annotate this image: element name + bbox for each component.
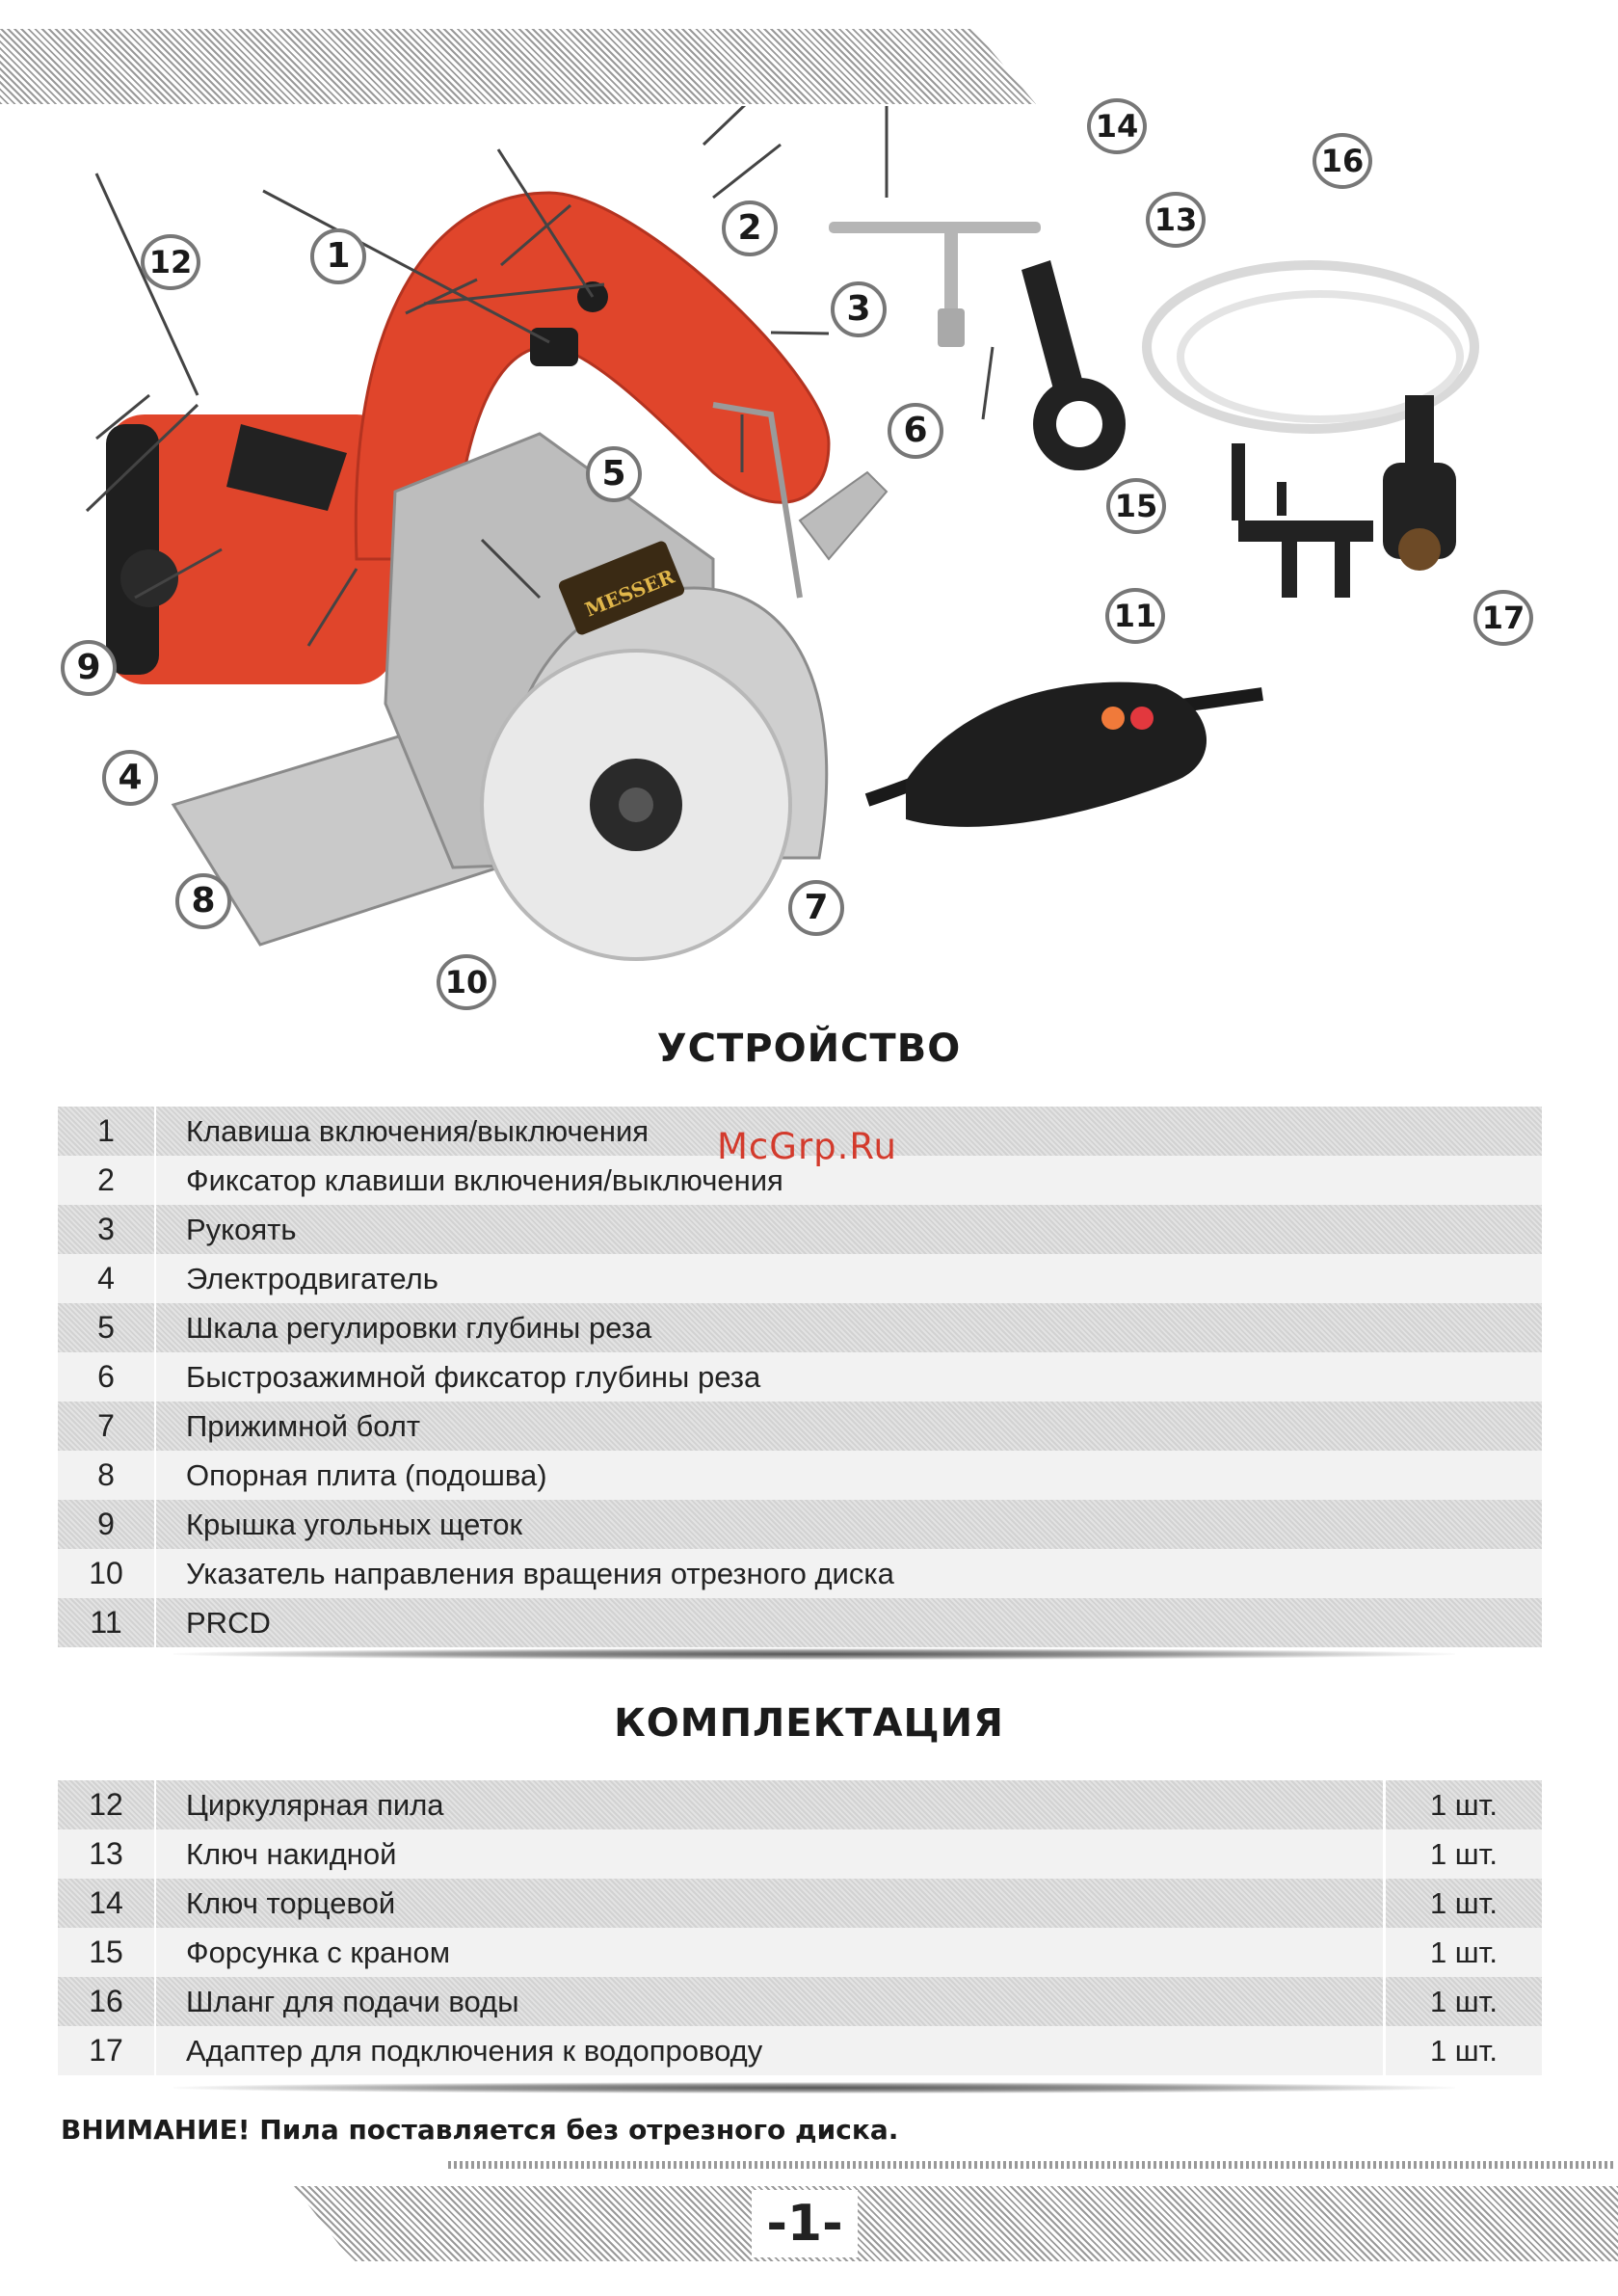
row-number: 12 [89, 1787, 123, 1822]
kit-section-title: КОМПЛЕКТАЦИЯ [614, 1701, 1004, 1746]
table-row [58, 1303, 1542, 1352]
callout-13: 13 [1146, 192, 1206, 248]
row-name: Указатель направления вращения отрезного диска [186, 1556, 894, 1590]
row-quantity: 1 шт. [1383, 1928, 1542, 1977]
table-row [58, 1500, 1542, 1549]
callout-7: 7 [788, 880, 844, 936]
row-name: Циркулярная пила [186, 1787, 444, 1822]
callout-12: 12 [141, 234, 200, 290]
row-name: PRCD [186, 1605, 271, 1640]
row-number: 6 [97, 1359, 115, 1394]
row-name: Прижимной болт [186, 1408, 421, 1443]
row-number: 16 [89, 1984, 123, 2018]
row-quantity: 1 шт. [1383, 1879, 1542, 1928]
callout-14: 14 [1087, 98, 1147, 154]
row-number: 11 [90, 1605, 122, 1640]
row-quantity: 1 шт. [1383, 2026, 1542, 2075]
clamping-bolt [619, 788, 653, 822]
row-name: Опорная плита (подошва) [186, 1457, 547, 1492]
row-name: Рукоять [186, 1212, 297, 1246]
row-number: 1 [97, 1113, 115, 1148]
ring-wrench [1021, 260, 1126, 470]
row-number: 9 [97, 1507, 115, 1541]
row-number: 8 [97, 1457, 115, 1492]
row-number: 2 [97, 1162, 115, 1197]
brand-badge-text: MESSER [581, 564, 678, 622]
water-nozzle [1232, 443, 1373, 598]
table-row [58, 1977, 1542, 2026]
table-row [58, 1879, 1542, 1928]
callout-16: 16 [1313, 133, 1372, 189]
row-name: Шкала регулировки глубины реза [186, 1310, 652, 1345]
dotted-divider [448, 2161, 1614, 2169]
table-row [58, 1254, 1542, 1303]
callout-10: 10 [437, 954, 496, 1010]
table-shadow [173, 1648, 1455, 1660]
callout-6: 6 [888, 403, 943, 459]
callout-8: 8 [175, 873, 231, 929]
watermark: McGrp.Ru [717, 1126, 897, 1167]
row-name: Клавиша включения/выключения [186, 1113, 650, 1148]
row-name: Ключ накидной [186, 1836, 397, 1871]
trigger-switch [530, 328, 578, 366]
callout-1: 1 [310, 228, 366, 284]
row-number: 15 [89, 1935, 123, 1969]
row-name: Форсунка с краном [186, 1935, 451, 1969]
callout-4: 4 [102, 750, 158, 806]
row-quantity: 1 шт. [1383, 1977, 1542, 2026]
row-number: 5 [97, 1310, 115, 1345]
callout-2: 2 [722, 200, 778, 256]
row-name: Электродвигатель [186, 1261, 438, 1295]
row-name: Быстрозажимной фиксатор глубины реза [186, 1359, 761, 1394]
page-number: -1- [752, 2190, 858, 2257]
row-quantity: 1 шт. [1383, 1829, 1542, 1879]
row-name: Фиксатор клавиши включения/выключения [186, 1162, 783, 1197]
bottom-hatch-band [294, 2186, 1618, 2261]
warning-note: ВНИМАНИЕ! Пила поставляется без отрезного диска. [61, 2114, 899, 2146]
table-row [58, 2026, 1542, 2075]
table-row [58, 1205, 1542, 1254]
table-row [58, 1402, 1542, 1451]
row-name: Шланг для подачи воды [186, 1984, 519, 2018]
row-number: 4 [97, 1261, 115, 1295]
callout-15: 15 [1106, 478, 1166, 534]
row-number: 7 [97, 1408, 115, 1443]
callout-9: 9 [61, 640, 117, 696]
table-row [58, 1451, 1542, 1500]
row-quantity: 1 шт. [1383, 1780, 1542, 1829]
table-row [58, 1829, 1542, 1879]
callout-5: 5 [586, 446, 642, 502]
table-row [58, 1598, 1542, 1647]
prcd-device [867, 682, 1262, 827]
row-number: 14 [89, 1885, 123, 1920]
kit-table [58, 1780, 1542, 2075]
callout-17: 17 [1473, 590, 1533, 646]
row-name: Адаптер для подключения к водопроводу [186, 2033, 763, 2068]
callout-11: 11 [1105, 588, 1165, 644]
row-name: Ключ торцевой [186, 1885, 396, 1920]
device-section-title: УСТРОЙСТВО [656, 1027, 962, 1071]
row-number: 13 [89, 1836, 123, 1871]
table-row [58, 1928, 1542, 1977]
motor-end-cap [106, 424, 159, 675]
table-row [58, 1549, 1542, 1598]
device-parts-table [58, 1107, 1542, 1647]
row-number: 3 [97, 1212, 115, 1246]
top-hatch-band [0, 29, 1036, 104]
row-number: 10 [89, 1556, 123, 1590]
table-row [58, 1352, 1542, 1402]
callout-3: 3 [831, 281, 887, 337]
row-name: Крышка угольных щеток [186, 1507, 523, 1541]
row-number: 17 [89, 2033, 123, 2068]
table-row [58, 1780, 1542, 1829]
table-shadow [173, 2082, 1455, 2094]
